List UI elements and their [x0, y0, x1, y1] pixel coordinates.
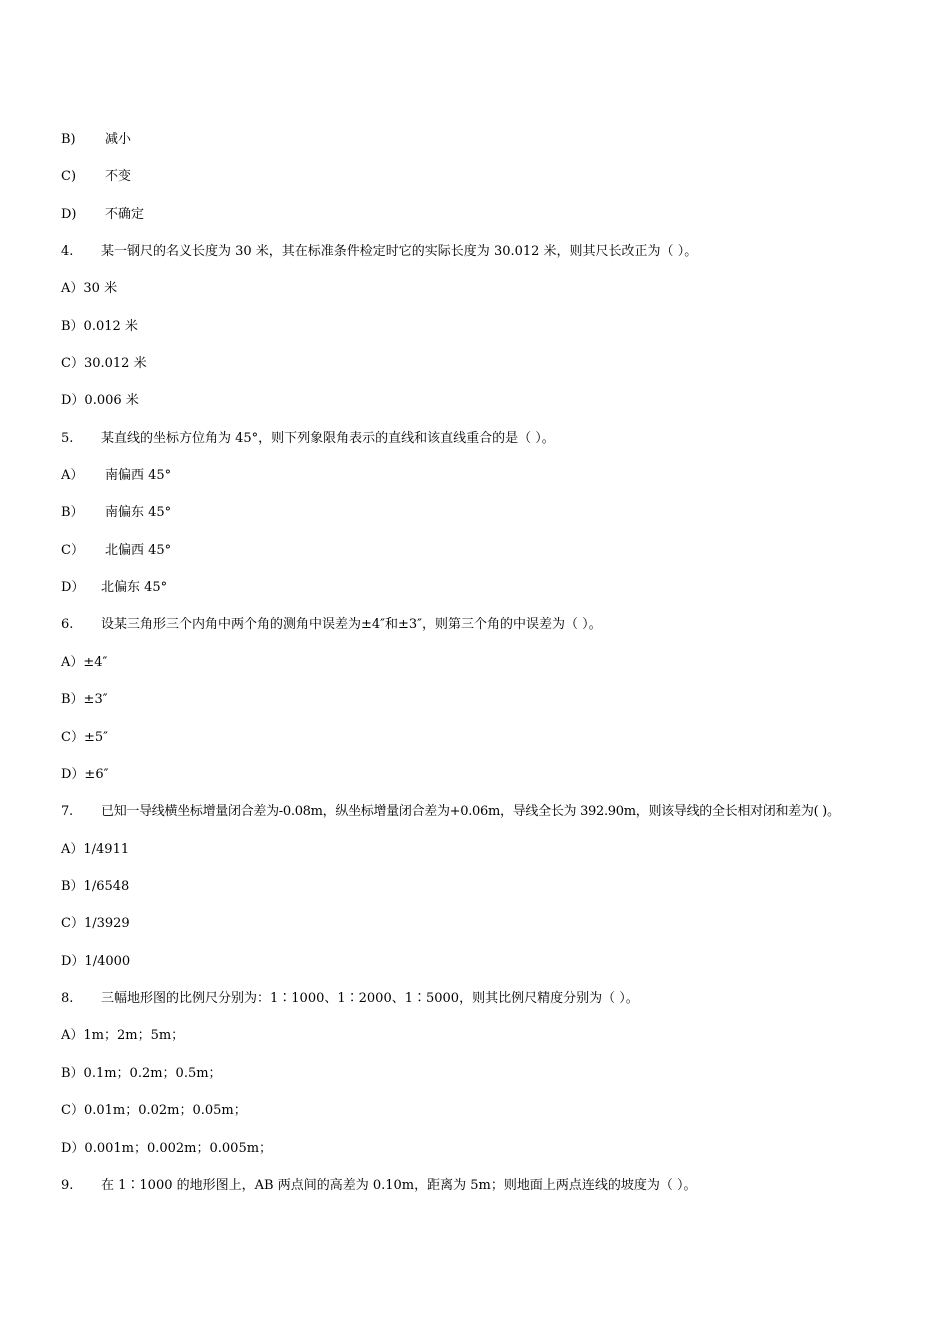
question-6: [61, 616, 602, 634]
question-number: 4.: [61, 244, 74, 259]
option-text: 不确定: [105, 207, 145, 222]
question-8: [61, 990, 639, 1008]
option-c: C）30.012 米: [61, 356, 147, 371]
option-c: C）±5″: [61, 730, 108, 745]
option-a: [61, 467, 171, 485]
option-c: C）1/3929: [61, 916, 130, 931]
option-d: [61, 579, 167, 597]
question-7: [61, 803, 840, 821]
option-text: 北偏西 45°: [105, 543, 172, 558]
question-9: [61, 1177, 696, 1195]
question-text: 某一钢尺的名义长度为 30 米，其在标准条件检定时它的实际长度为 30.012 米，则其尺长改正为（ ）。: [101, 244, 698, 259]
option-d: D）0.001m；0.002m；0.005m；: [61, 1141, 273, 1156]
option-label: C）: [61, 543, 84, 558]
option-label: B): [61, 132, 76, 147]
question-text: 三幅地形图的比例尺分别为：1∶1000、1∶2000、1∶5000，则其比例尺精度分别为（ ）。: [101, 991, 639, 1006]
question-text: 设某三角形三个内角中两个角的测角中误差为±4″和±3″，则第三个角的中误差为（ ）。: [101, 617, 602, 632]
option-b: [61, 504, 171, 522]
option-a: A）1/4911: [61, 842, 130, 857]
option-d: D）1/4000: [61, 954, 131, 969]
option-d: [61, 206, 144, 224]
option-a: A）30 米: [61, 281, 118, 296]
option-text: 北偏东 45°: [101, 580, 168, 595]
option-a: A）1m；2m；5m；: [61, 1028, 185, 1043]
question-number: 8.: [61, 991, 74, 1006]
option-d: D）0.006 米: [61, 393, 139, 408]
option-text: 南偏西 45°: [105, 468, 172, 483]
option-b: [61, 131, 131, 149]
question-number: 5.: [61, 431, 74, 446]
question-number: 7.: [61, 804, 73, 819]
option-d: D）±6″: [61, 767, 109, 782]
option-a: A）±4″: [61, 655, 108, 670]
option-b: B）1/6548: [61, 879, 130, 894]
question-number: 6.: [61, 617, 74, 632]
option-b: B）±3″: [61, 692, 108, 707]
question-text: 已知一导线横坐标增量闭合差为-0.08m，纵坐标增量闭合差为+0.06m，导线全长为 392.90m，则该导线的全长相对闭和差为( )。: [101, 804, 840, 819]
option-text: 不变: [105, 169, 132, 184]
option-label: C): [61, 169, 77, 184]
question-5: [61, 430, 555, 448]
option-c: C）0.01m；0.02m；0.05m；: [61, 1103, 247, 1118]
question-number: 9.: [61, 1178, 74, 1193]
option-label: A）: [61, 468, 84, 483]
question-4: [61, 243, 697, 261]
option-text: 减小: [105, 132, 132, 147]
option-b: B）0.012 米: [61, 319, 138, 334]
option-b: B）0.1m；0.2m；0.5m；: [61, 1066, 222, 1081]
question-text: 某直线的坐标方位角为 45°，则下列象限角表示的直线和该直线重合的是（ ）。: [101, 431, 555, 446]
option-text: 南偏东 45°: [105, 505, 172, 520]
option-label: B）: [61, 505, 84, 520]
question-text: 在 1∶1000 的地形图上，AB 两点间的高差为 0.10m，距离为 5m；则地面上两点连线的坡度为（ ）。: [101, 1178, 697, 1193]
option-c: [61, 542, 171, 560]
option-label: D): [61, 207, 77, 222]
option-c: [61, 168, 131, 186]
option-label: D）: [61, 580, 85, 595]
